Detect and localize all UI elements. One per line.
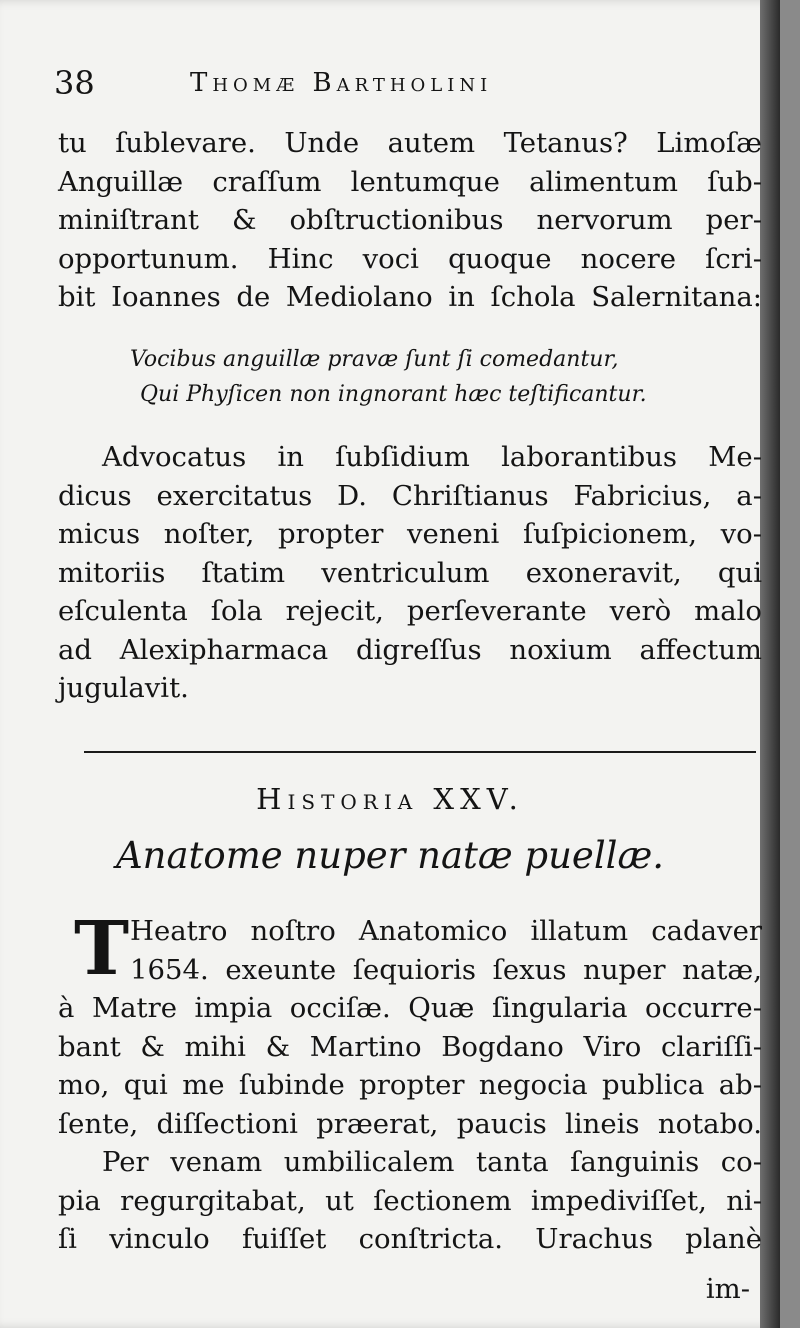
verse-quote xyxy=(130,342,730,412)
text-line: ſente, diſſectioni præerat, paucis lineis notabo. xyxy=(58,1107,762,1140)
text-line: Heatro noſtro Anatomico illatum cadaver xyxy=(130,915,762,947)
text-line: mo, qui me ſubinde propter negocia publica ab- xyxy=(58,1069,762,1101)
text-line: jugulavit. xyxy=(58,672,189,704)
section-subtitle: Anatome nuper natæ puellæ. xyxy=(115,834,665,877)
paragraph-fabricius xyxy=(58,438,762,708)
text-line: pia regurgitabat, ut ſectionem impediviſſet, ni- xyxy=(58,1184,762,1217)
running-head: Thomæ Bartholini xyxy=(190,68,493,98)
text-line: micus noſter, propter veneni ſuſpicionem, vo- xyxy=(58,518,762,550)
text-line: Advocatus in ſubſidium laborantibus Me- xyxy=(102,441,762,473)
paragraph-tetanus xyxy=(58,124,762,317)
text-line: Per venam umbilicalem tanta ſanguinis co- xyxy=(102,1146,762,1178)
text-line: dicus exercitatus D. Chriſtianus Fabricius, a- xyxy=(58,479,762,512)
text-line: tu ſublevare. Unde autem Tetanus? Limoſæ xyxy=(58,127,762,159)
verse-line: Qui Phyſicen non ingnorant hæc teſtificantur. xyxy=(140,382,647,407)
text-line: mitoriis ſtatim ventriculum exoneravit, qui xyxy=(58,556,762,589)
text-line: ad Alexipharmaca digreſſus noxium affectum xyxy=(58,633,762,666)
section-divider xyxy=(84,751,756,753)
verse-line: Vocibus anguillæ pravæ ſunt ſi comedantur, xyxy=(130,347,619,372)
text-line: Anguillæ craſſum lentumque alimentum ſub- xyxy=(58,165,762,198)
section-heading: Historia XXV. xyxy=(256,782,524,816)
catchword: im- xyxy=(705,1273,750,1305)
text-line: opportunum. Hinc voci quoque nocere ſcri- xyxy=(58,242,762,275)
text-line: ſi vinculo fuiſſet conſtricta. Urachus planè xyxy=(58,1223,762,1255)
page-edge xyxy=(760,0,780,1328)
text-line: miniſtrant & obſtructionibus nervorum per- xyxy=(58,204,762,236)
page-number: 38 xyxy=(54,64,95,102)
page-header xyxy=(54,64,714,108)
paragraph-historia xyxy=(58,906,762,1259)
text-line: 1654. exeunte ſequioris ſexus nuper natæ, xyxy=(130,953,762,986)
text-line: eſculenta ſola rejecit, perſeverante verò malo xyxy=(58,595,762,627)
drop-cap: T xyxy=(74,906,130,992)
text-line: bit Ioannes de Mediolano in ſchola Salernitana: xyxy=(58,281,762,313)
text-line: bant & mihi & Martino Bogdano Viro clariſſi- xyxy=(58,1030,762,1063)
text-line: à Matre impia occiſæ. Quæ ſingularia occurre- xyxy=(58,992,762,1024)
